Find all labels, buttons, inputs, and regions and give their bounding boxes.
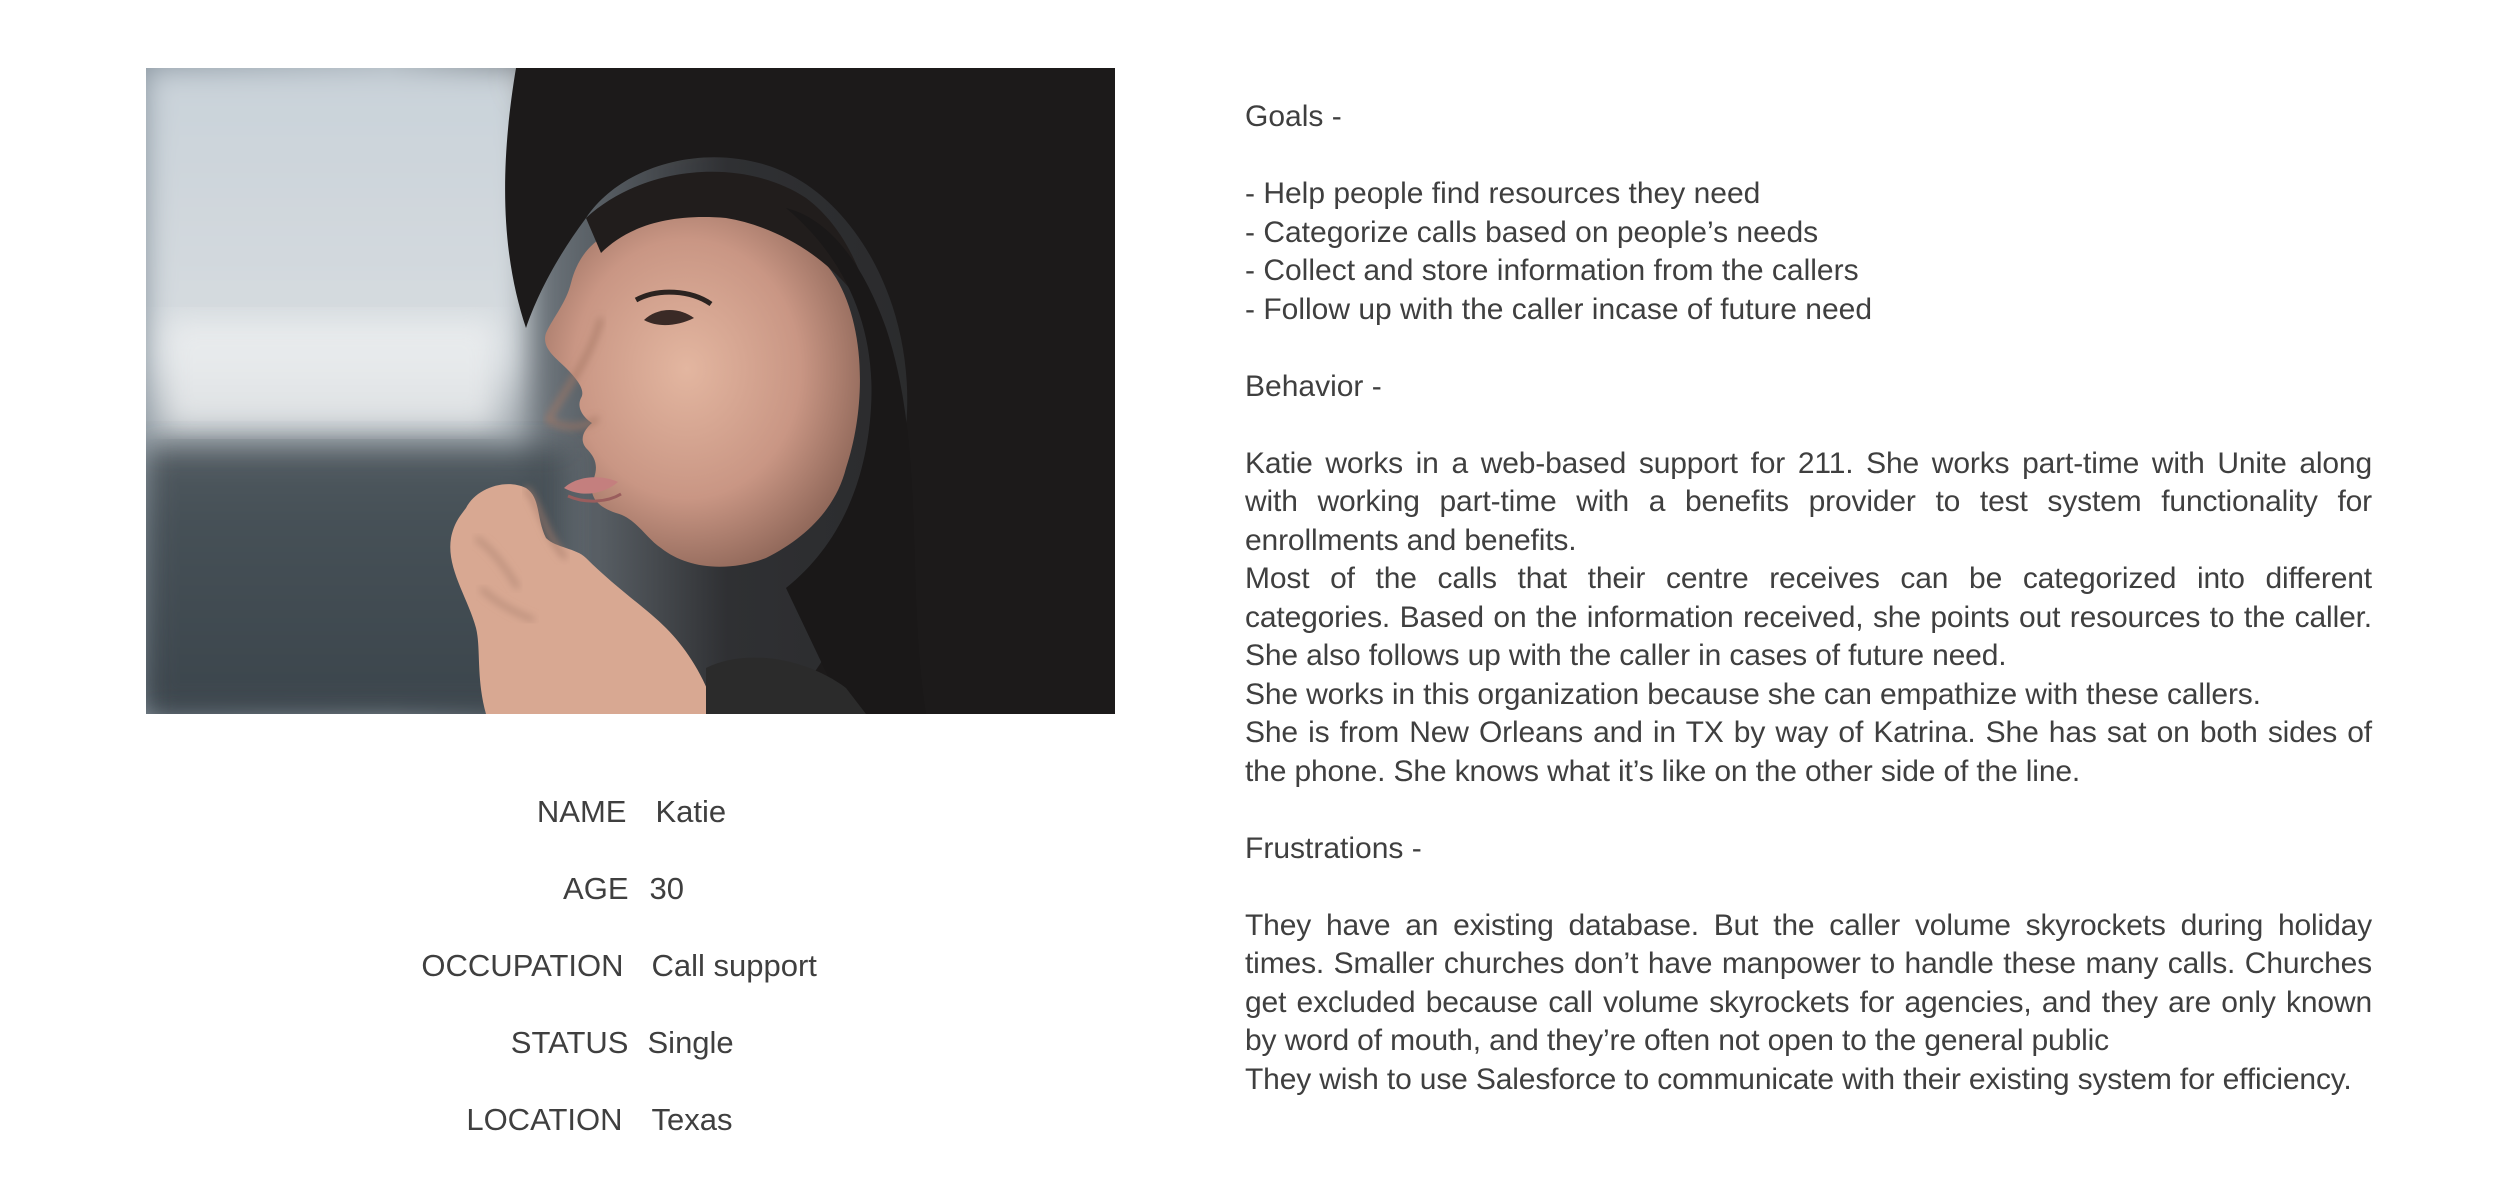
info-value: Single (647, 1025, 734, 1060)
goal-item: - Follow up with the caller incase of future need (1245, 292, 1872, 326)
info-row-occupation (146, 934, 1115, 1011)
goal-item: - Categorize calls based on people’s needs (1245, 215, 1819, 249)
info-value: Texas (651, 1102, 733, 1137)
spacer (1245, 137, 2372, 176)
goals-list (1245, 175, 2372, 329)
persona-photo (146, 68, 1115, 714)
behavior-paragraph: She is from New Orleans and in TX by way of Katrina. She has sat on both sides of the phone. She knows what it’s like on the other side of the line. (1245, 716, 2372, 788)
info-value: 30 (649, 871, 684, 906)
frustrations-heading: Frustrations - (1245, 831, 1422, 865)
frustrations-paragraph: They have an existing database. But the caller volume skyrockets during holiday times. Smaller churches don’t have manpower to handle these many calls. Churches get excluded because call volume skyrockets for agencies, and they are only known by word of mouth, and they’re often not open to the general public (1245, 908, 2372, 1057)
spacer (1245, 329, 2372, 368)
info-label: STATUS (510, 1025, 629, 1060)
info-label: NAME (536, 794, 627, 829)
info-label: LOCATION (466, 1102, 623, 1137)
frustrations-paragraph: They wish to use Salesforce to communicate with their existing system for efficiency. (1245, 1062, 2352, 1096)
behavior-paragraph: She works in this organization because she can empathize with these callers. (1245, 677, 2261, 711)
persona-info (146, 780, 1115, 1165)
persona-details (1245, 98, 2372, 1099)
info-row-location (146, 1088, 1115, 1165)
goal-item: - Help people find resources they need (1245, 177, 1761, 210)
frustrations-text (1245, 907, 2372, 1100)
goals-heading: Goals - (1245, 100, 1342, 133)
info-row-name (146, 780, 1115, 857)
info-value: Call support (651, 948, 817, 983)
spacer (1245, 868, 2372, 907)
behavior-paragraph: Most of the calls that their centre receives can be categorized into different categories. Based on the information received, she points out resources to the caller. She also follows up with the caller in cases of future need. (1245, 562, 2372, 672)
goal-item: - Collect and store information from the callers (1245, 254, 1859, 287)
info-label: OCCUPATION (421, 948, 624, 983)
info-row-status (146, 1011, 1115, 1088)
behavior-text (1245, 445, 2372, 792)
behavior-paragraph: Katie works in a web-based support for 211. She works part-time with Unite along with working part-time with a benefits provider to test system functionality for enrollments and benefits. (1245, 446, 2372, 557)
info-value: Katie (655, 794, 727, 829)
behavior-heading: Behavior - (1245, 369, 1382, 403)
spacer (1245, 406, 2372, 445)
spacer (1245, 791, 2372, 830)
info-label: AGE (563, 871, 629, 906)
info-row-age (146, 857, 1115, 934)
